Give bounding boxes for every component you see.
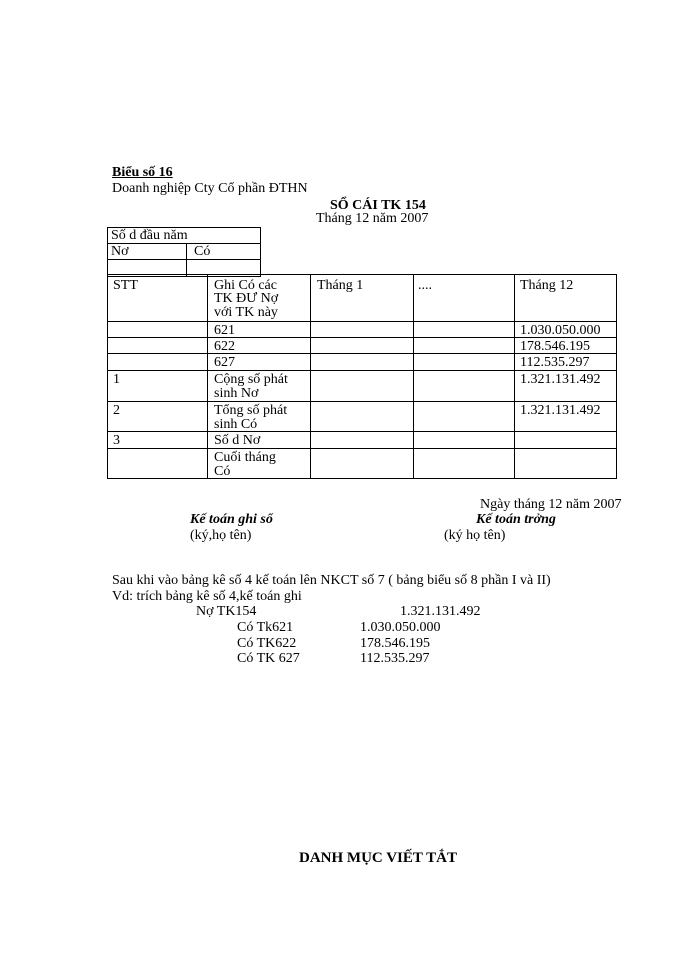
- note-line-1: Sau khi vào bảng kê số 4 kế toán lên NKCT số 7 ( bảng biểu số 8 phần I và II): [112, 573, 551, 588]
- bookkeeper-title: Kế toán ghi sổ: [190, 512, 273, 527]
- row-622-desc: 622: [214, 339, 235, 354]
- col-header-desc-3: với TK này: [214, 305, 278, 320]
- row-622-value: 178.546.195: [520, 339, 590, 354]
- ledger-title: SỔ CÁI TK 154: [330, 198, 426, 213]
- ledger-period: Tháng 12 năm 2007: [316, 211, 429, 226]
- ledger-table: [107, 274, 617, 479]
- row-1-desc-2: sinh Nơ: [214, 386, 259, 401]
- chief-accountant-title: Kế toán trởng: [476, 512, 556, 527]
- entry-amount: 1.321.131.492: [400, 604, 481, 619]
- row-2-desc-2: sinh Có: [214, 417, 258, 432]
- entry-label: Nợ TK154: [196, 604, 257, 619]
- row-1-stt: 1: [113, 372, 120, 387]
- row-3-stt: 3: [113, 433, 120, 448]
- row-1-desc-1: Cộng số phát: [214, 372, 288, 387]
- note-line-2: Vd: trích bảng kê số 4,kế toán ghi: [112, 589, 302, 604]
- entry-label: Có TK 627: [237, 651, 300, 666]
- row-627-value: 112.535.297: [520, 355, 590, 370]
- row-closing-desc-2: Có: [214, 464, 231, 479]
- chief-accountant-note: (ký họ tên): [444, 528, 506, 543]
- col-header-month1: Tháng 1: [317, 278, 364, 293]
- row-2-desc-1: Tổng số phát: [214, 403, 288, 418]
- signature-date: Ngày tháng 12 năm 2007: [480, 497, 622, 512]
- row-2-stt: 2: [113, 403, 120, 418]
- row-627-desc: 627: [214, 355, 235, 370]
- col-header-ellipsis: ....: [418, 278, 432, 293]
- row-621-value: 1.030.050.000: [520, 323, 601, 338]
- entry-amount: 1.030.050.000: [360, 620, 441, 635]
- row-621-desc: 621: [214, 323, 235, 338]
- opening-balance-header: Số d đầu năm: [111, 228, 188, 243]
- row-3-desc: Số d Nơ: [214, 433, 261, 448]
- col-header-desc-1: Ghi Có các: [214, 278, 277, 293]
- entry-label: Có Tk621: [237, 620, 294, 635]
- opening-balance-debit: Nơ: [111, 244, 129, 259]
- row-closing-desc-1: Cuối tháng: [214, 450, 276, 465]
- form-label: Biểu số 16: [112, 165, 173, 180]
- col-header-stt: STT: [113, 278, 138, 293]
- opening-balance-credit: Có: [194, 244, 211, 259]
- col-header-desc-2: TK ĐƯ Nợ: [214, 291, 279, 306]
- entry-amount: 178.546.195: [360, 636, 430, 651]
- row-1-value: 1.321.131.492: [520, 372, 601, 387]
- col-header-month12: Tháng 12: [520, 278, 574, 293]
- row-2-value: 1.321.131.492: [520, 403, 601, 418]
- entry-amount: 112.535.297: [360, 651, 430, 666]
- abbreviation-heading: DANH MỤC VIẾT TẮT: [299, 850, 457, 866]
- company-name: Doanh nghiệp Cty Cổ phần ĐTHN: [112, 181, 308, 196]
- bookkeeper-note: (ký,họ tên): [190, 528, 252, 543]
- entry-label: Có TK622: [237, 636, 297, 651]
- opening-balance-table: [107, 227, 261, 277]
